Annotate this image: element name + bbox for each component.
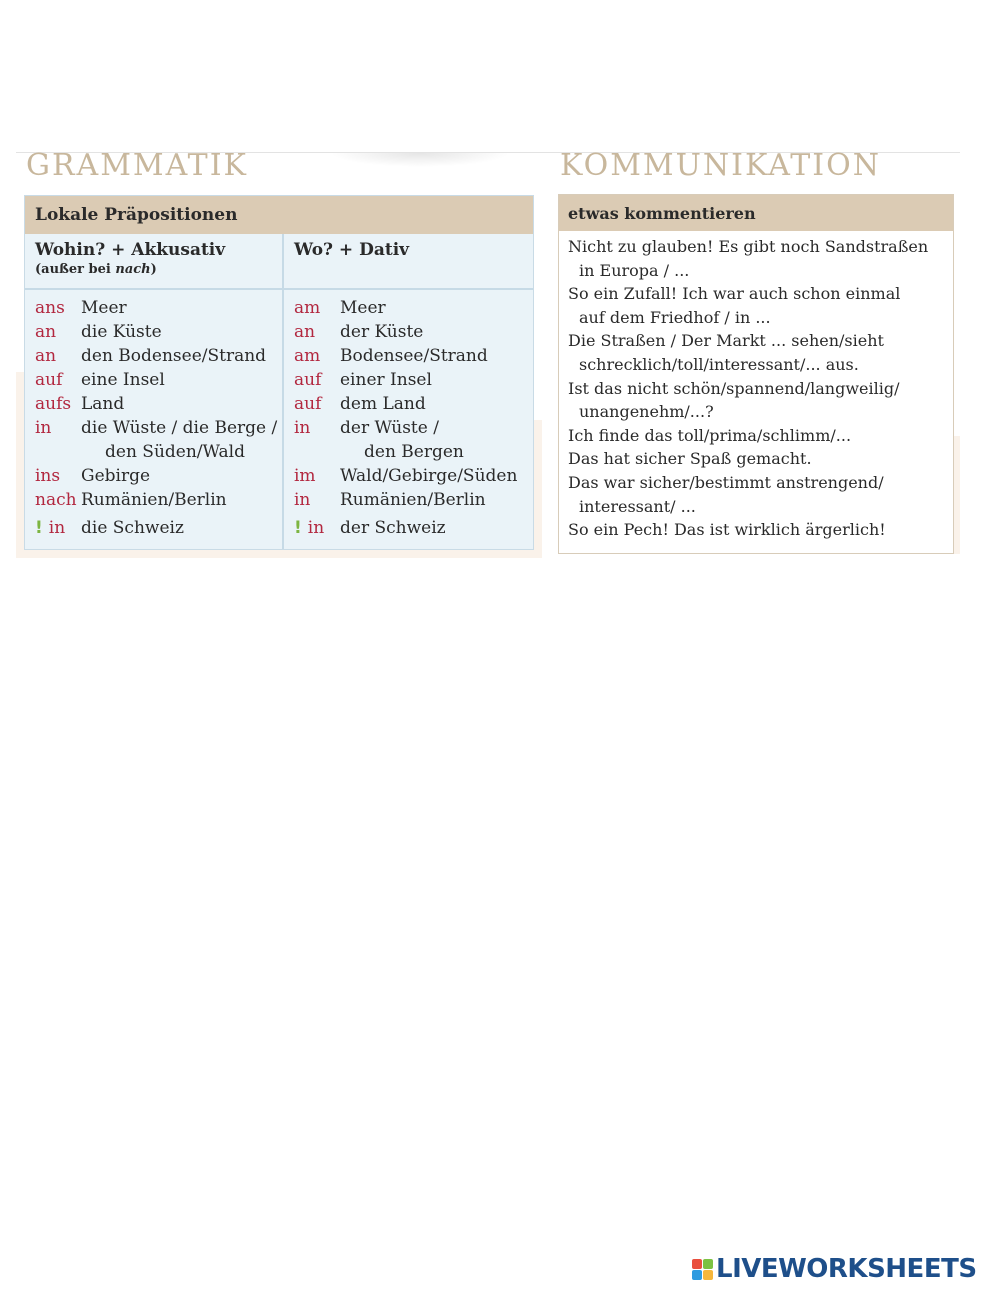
- noun-phrase-line: Bodensee/Strand: [340, 346, 488, 366]
- kommunikation-heading: KOMMUNIKATION: [560, 148, 881, 183]
- noun-phrase-line: die Küste: [81, 322, 162, 342]
- noun-phrase: [81, 392, 124, 416]
- noun-phrase-line: eine Insel: [81, 370, 165, 390]
- logo-text: LIVEWORKSHEETS: [716, 1254, 977, 1284]
- noun-phrase-line: Meer: [340, 298, 386, 318]
- noun-phrase: [340, 296, 386, 320]
- noun-phrase: [81, 344, 266, 368]
- noun-phrase: [81, 320, 162, 344]
- dativ-column: [284, 234, 533, 549]
- phrase-continuation: interessant/ ...: [579, 496, 696, 516]
- noun-phrase-line: der Wüste /: [340, 418, 439, 438]
- noun-phrase-line: dem Land: [340, 394, 426, 414]
- grammar-box: [24, 195, 534, 550]
- exception-row: [35, 516, 282, 540]
- preposition-row: [35, 416, 282, 464]
- noun-phrase: [340, 368, 432, 392]
- communication-phrases: [559, 231, 953, 542]
- preposition-row: [294, 368, 533, 392]
- phrase-line: So ein Pech! Das ist wirklich ärgerlich!: [568, 520, 886, 540]
- noun-phrase: [340, 464, 517, 488]
- akkusativ-header: Wohin? + Akkusativ: [35, 240, 226, 260]
- preposition: in: [35, 418, 52, 438]
- noun-phrase: [81, 296, 127, 320]
- logo-grid-icon: [692, 1259, 713, 1280]
- beige-margin-bottom: [24, 550, 542, 558]
- preposition-row: [35, 464, 282, 488]
- preposition-row: [294, 464, 533, 488]
- exception-row: [294, 516, 533, 540]
- akkusativ-subheader: (außer bei nach): [35, 262, 157, 277]
- phrase-item: [568, 282, 945, 329]
- preposition-row: [294, 392, 533, 416]
- preposition: am: [294, 298, 321, 318]
- noun-phrase-line: einer Insel: [340, 370, 432, 390]
- preposition-row: [35, 392, 282, 416]
- phrase-line: So ein Zufall! Ich war auch schon einmal: [568, 284, 901, 304]
- communication-box: [558, 194, 954, 554]
- preposition-row: [294, 416, 533, 464]
- noun-phrase-line: der Küste: [340, 322, 424, 342]
- noun-phrase-line: die Wüste / die Berge /: [81, 418, 278, 438]
- preposition: im: [294, 466, 316, 486]
- noun-phrase-line: Meer: [81, 298, 127, 318]
- phrase-line: Ist das nicht schön/spannend/langweilig/: [568, 378, 900, 398]
- phrase-item: [568, 377, 945, 424]
- preposition: an: [294, 322, 316, 342]
- noun-phrase: [340, 488, 486, 512]
- preposition: auf: [35, 370, 63, 390]
- exclamation-icon: !: [35, 518, 43, 538]
- noun-phrase-line: Land: [81, 394, 125, 414]
- preposition: in: [294, 490, 311, 510]
- noun-phrase-continuation: den Bergen: [364, 442, 464, 462]
- noun-phrase: [81, 368, 165, 392]
- phrase-line: Das hat sicher Spaß gemacht.: [568, 449, 812, 469]
- phrase-continuation: schrecklich/toll/interessant/... aus.: [579, 354, 859, 374]
- beige-margin-right: [954, 436, 960, 554]
- preposition: auf: [294, 370, 322, 390]
- preposition: an: [35, 322, 57, 342]
- phrase-item: [568, 235, 945, 282]
- phrase-item: [568, 424, 945, 448]
- dativ-header: Wo? + Dativ: [294, 240, 410, 260]
- noun-phrase: [81, 464, 150, 488]
- preposition: in: [48, 518, 66, 538]
- communication-box-title: etwas kommentieren: [559, 195, 953, 231]
- preposition-row: [35, 368, 282, 392]
- noun-phrase: [340, 320, 423, 344]
- grammar-box-title: Lokale Präpositionen: [25, 196, 533, 234]
- noun-phrase: die Schweiz: [81, 518, 184, 538]
- dativ-rows: [284, 290, 533, 540]
- phrase-item: [568, 518, 945, 542]
- akkusativ-rows: [25, 290, 282, 540]
- noun-phrase: [340, 344, 488, 368]
- noun-phrase: [81, 416, 277, 464]
- preposition: auf: [294, 394, 322, 414]
- noun-phrase: [340, 392, 426, 416]
- phrase-continuation: in Europa / ...: [579, 260, 690, 280]
- noun-phrase-line: Rumänien/Berlin: [340, 490, 486, 510]
- preposition-row: [294, 344, 533, 368]
- preposition-row: [35, 320, 282, 344]
- noun-phrase-line: Gebirge: [81, 466, 151, 486]
- liveworksheets-logo: [692, 1254, 977, 1284]
- noun-phrase: der Schweiz: [340, 518, 446, 538]
- preposition-row: [294, 488, 533, 512]
- phrase-line: Ich finde das toll/prima/schlimm/...: [568, 425, 852, 445]
- beige-margin-middle: [534, 420, 542, 558]
- noun-phrase-line: Rumänien/Berlin: [81, 490, 227, 510]
- noun-phrase-line: den Bodensee/Strand: [81, 346, 267, 366]
- preposition: in: [307, 518, 325, 538]
- preposition-row: [294, 296, 533, 320]
- phrase-item: [568, 447, 945, 471]
- noun-phrase-line: Wald/Gebirge/Süden: [340, 466, 518, 486]
- phrase-line: Die Straßen / Der Markt ... sehen/sieht: [568, 331, 884, 351]
- preposition: ans: [35, 298, 65, 318]
- noun-phrase: [340, 416, 464, 464]
- preposition-row: [35, 296, 282, 320]
- preposition-row: [35, 488, 282, 512]
- exclamation-icon: !: [294, 518, 302, 538]
- preposition: in: [294, 418, 311, 438]
- page-fold-shadow: [330, 153, 510, 167]
- noun-phrase-continuation: den Süden/Wald: [105, 442, 245, 462]
- preposition: aufs: [35, 394, 72, 414]
- preposition: nach: [35, 490, 77, 510]
- preposition: am: [294, 346, 321, 366]
- phrase-continuation: auf dem Friedhof / in ...: [579, 307, 771, 327]
- preposition-row: [294, 320, 533, 344]
- preposition: an: [35, 346, 57, 366]
- grammatik-heading: GRAMMATIK: [26, 148, 248, 183]
- phrase-line: Nicht zu glauben! Es gibt noch Sandstraßen: [568, 237, 929, 256]
- akkusativ-column: [25, 234, 284, 549]
- exception-preposition: [35, 516, 81, 540]
- phrase-continuation: unangenehm/...?: [579, 402, 714, 422]
- phrase-line: Das war sicher/bestimmt anstrengend/: [568, 472, 884, 492]
- exception-preposition: [294, 516, 340, 540]
- phrase-item: [568, 329, 945, 376]
- preposition-row: [35, 344, 282, 368]
- noun-phrase: [81, 488, 227, 512]
- preposition: ins: [35, 466, 61, 486]
- phrase-item: [568, 471, 945, 518]
